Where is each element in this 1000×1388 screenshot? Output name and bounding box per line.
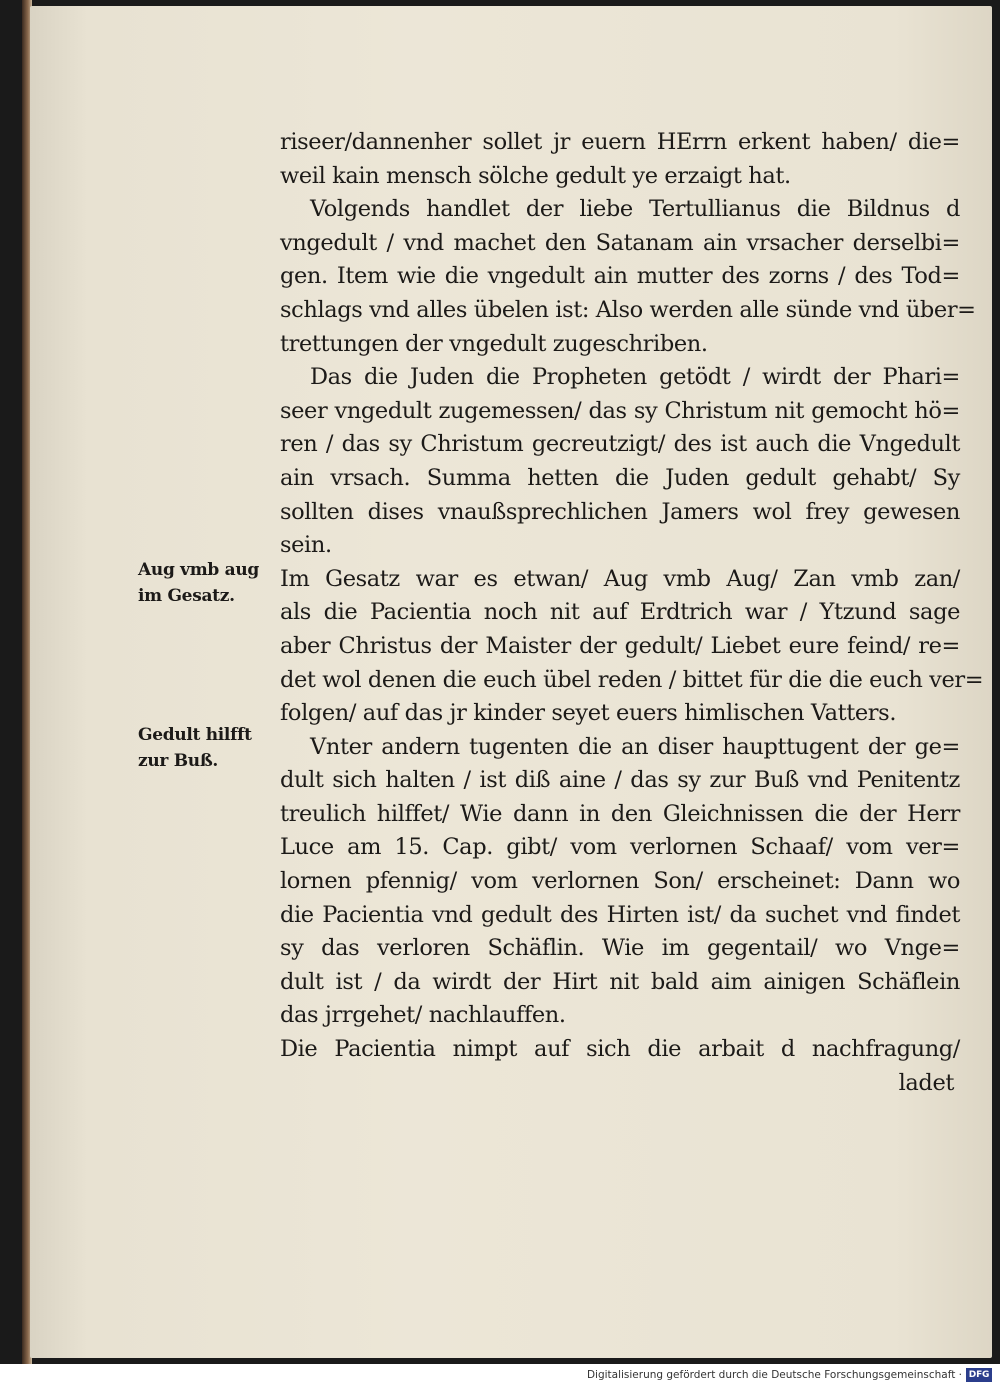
text-line: seer vngedult zugemessen/ das sy Christum nit gemocht hö= bbox=[280, 397, 960, 424]
text-line: die Pacientia vnd gedult des Hirten ist/ da suchet vnd findet bbox=[280, 901, 960, 928]
funding-credit: Digitalisierung gefördert durch die Deutsche Forschungsgemeinschaft · bbox=[586, 1369, 962, 1381]
text-line: sein. bbox=[280, 532, 332, 559]
text-line: ren / das sy Christum gecreutzigt/ des ist auch die Vngedult bbox=[280, 431, 960, 458]
text-line: Vnter andern tugenten die an diser haupttugent der ge= bbox=[310, 733, 960, 760]
footer-bar bbox=[0, 1364, 1000, 1388]
text-line: vngedult / vnd machet den Satanam ain vrsacher derselbi= bbox=[280, 229, 960, 256]
marginal-note-line: Gedult hilfft bbox=[138, 725, 252, 745]
text-line: Luce am 15. Cap. gibt/ vom verlornen Schaaf/ vom ver= bbox=[280, 834, 960, 861]
text-line: aber Christus der Maister der gedult/ Liebet eure feind/ re= bbox=[280, 632, 960, 659]
text-line: sy das verloren Schäflin. Wie im gegentail/ wo Vnge= bbox=[280, 935, 960, 962]
marginal-note bbox=[138, 557, 278, 609]
text-line: folgen/ auf das jr kinder seyet euers himlischen Vatters. bbox=[280, 700, 897, 727]
marginal-note bbox=[138, 722, 278, 774]
catchword: ladet bbox=[898, 1069, 954, 1096]
text-line: Die Pacientia nimpt auf sich die arbait d nachfragung/ bbox=[280, 1036, 960, 1063]
marginal-note-line: zur Buß. bbox=[138, 751, 219, 771]
text-line: det wol denen die euch übel reden / bittet für die die euch ver= bbox=[280, 666, 984, 693]
text-line: das jrrgehet/ nachlauffen. bbox=[280, 1002, 566, 1029]
text-line: sollten dises vnaußsprechlichen Jamers wol frey gewesen bbox=[280, 498, 960, 525]
text-line: dult sich halten / ist diß aine / das sy zur Buß vnd Penitentz bbox=[280, 767, 960, 794]
text-line: Im Gesatz war es etwan/ Aug vmb Aug/ Zan vmb zan/ bbox=[280, 565, 960, 592]
text-line: riseer/dannenher sollet jr euern HErrn erkent haben/ die= bbox=[280, 129, 960, 155]
text-line: trettungen der vngedult zugeschriben. bbox=[280, 330, 708, 357]
body-text bbox=[280, 126, 984, 1100]
text-line: als die Pacientia noch nit auf Erdtrich war / Ytzund sage bbox=[280, 599, 960, 626]
dfg-logo-icon: DFG bbox=[966, 1368, 992, 1382]
text-line: Volgends handlet der liebe Tertullianus die Bildnus d bbox=[310, 196, 960, 223]
text-line: weil kain mensch sölche gedult ye erzaigt hat. bbox=[280, 162, 791, 189]
text-line: lornen pfennig/ vom verlornen Son/ erscheinet: Dann wo bbox=[280, 868, 960, 895]
marginal-note-line: im Gesatz. bbox=[138, 586, 235, 606]
marginal-note-line: Aug vmb aug bbox=[138, 560, 259, 580]
text-line: ain vrsach. Summa hetten die Juden gedult gehabt/ Sy bbox=[280, 464, 960, 491]
text-line: Das die Juden die Propheten getödt / wirdt der Phari= bbox=[310, 364, 960, 391]
text-line: schlags vnd alles übelen ist: Also werden alle sünde vnd über= bbox=[280, 296, 976, 323]
text-line: gen. Item wie die vngedult ain mutter des zorns / des Tod= bbox=[280, 263, 960, 290]
text-line: dult ist / da wirdt der Hirt nit bald aim ainigen Schäflein bbox=[280, 968, 960, 995]
text-line: treulich hilffet/ Wie dann in den Gleichnissen die der Herr bbox=[280, 800, 960, 827]
